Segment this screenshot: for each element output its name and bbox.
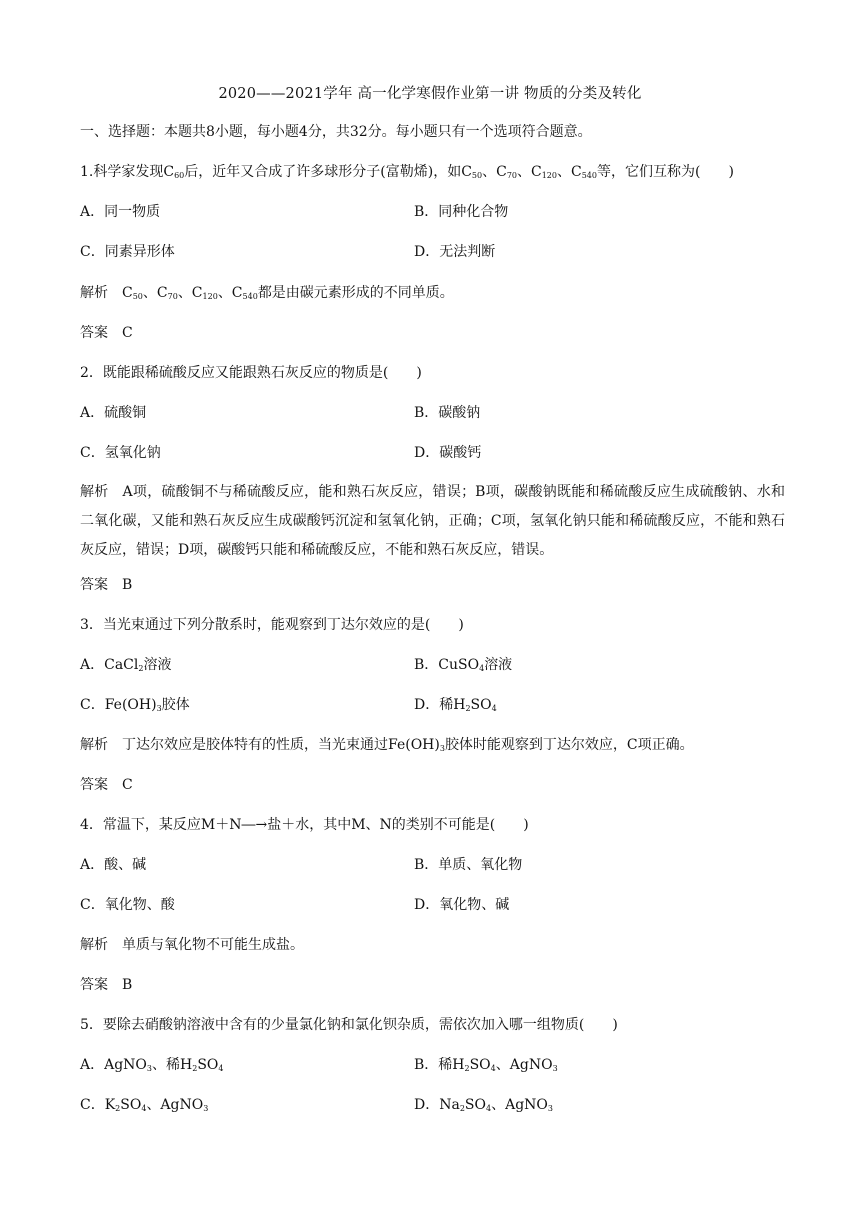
q1-analysis-row xyxy=(80,283,780,303)
q4-answer: B xyxy=(122,977,133,993)
q1-stem: 1.科学家发现$C_{60}$后，近年又合成了许多球形分子(富勒烯)，如$C_{50}$、$C_{70}$、$C_{120}$、$C_{540}$等，它们互称为( ) xyxy=(80,164,734,180)
analysis-label: 解析 xyxy=(80,484,109,500)
q2-analysis: A项，硫酸铜不与稀硫酸反应，能和熟石灰反应，错误；B项，碳酸钠既能和稀硫酸反应生成硫酸钠、水和二氧化碳，又能和熟石灰反应生成碳酸钙沉淀和氢氧化钠，正确；C项，氢氧化钠只能和稀硫酸反应，不能和熟石灰反应，错误；D项，碳酸钙只能和稀硫酸反应，不能和熟石灰反应，错误。 xyxy=(80,484,786,558)
q4-option-b: B．单质、氧化物 xyxy=(414,857,523,873)
q1-option-d: D．无法判断 xyxy=(414,244,496,260)
q2-answer: B xyxy=(122,577,133,593)
answer-label: 答案 xyxy=(80,325,108,341)
q2-option-c: C．氢氧化钠 xyxy=(80,445,161,461)
q5-option-d: D．$Na_2SO_4$、AgNO$_3$ xyxy=(414,1097,553,1113)
q4-stem: 4．常温下，某反应M＋N―→盐＋水，其中M、N的类别不可能是( ) xyxy=(80,817,529,833)
q4-option-a: A．酸、碱 xyxy=(80,857,147,873)
q3-option-a: A．CaCl$_2$溶液 xyxy=(80,657,172,673)
q2-option-d: D．碳酸钙 xyxy=(414,445,482,461)
q4-analysis: 单质与氧化物不可能生成盐。 xyxy=(122,937,304,953)
answer-label: 答案 xyxy=(80,977,108,993)
q3-answer: C xyxy=(122,777,133,793)
q5-option-a: A．AgNO$_3$、稀$H_2SO_4$ xyxy=(80,1057,224,1073)
answer-label: 答案 xyxy=(80,777,108,793)
q5-stem: 5．要除去硝酸钠溶液中含有的少量氯化钠和氯化钡杂质，需依次加入哪一组物质( ) xyxy=(80,1017,618,1033)
q2-stem: 2．既能跟稀硫酸反应又能跟熟石灰反应的物质是( ) xyxy=(80,365,422,381)
q5-option-b: B．稀$H_2SO_4$、AgNO$_3$ xyxy=(414,1057,558,1073)
page-title: 2020——2021学年 高一化学寒假作业第一讲 物质的分类及转化 xyxy=(218,86,642,102)
q1-option-a: A．同一物质 xyxy=(80,204,161,220)
q5-option-c: C．$K_2SO_4$、AgNO$_3$ xyxy=(80,1097,209,1113)
answer-label: 答案 xyxy=(80,577,108,593)
q4-analysis-row xyxy=(80,935,780,955)
q2-option-a: A．硫酸铜 xyxy=(80,405,147,421)
section-header: 一、选择题：本题共8小题，每小题4分，共32分。每小题只有一个选项符合题意。 xyxy=(80,124,592,140)
q2-option-b: B．碳酸钠 xyxy=(414,405,481,421)
q1-analysis: $C_{50}$、$C_{70}$、$C_{120}$、$C_{540}$都是由碳元素形成的不同单质。 xyxy=(122,285,454,301)
q2-answer-row xyxy=(80,575,780,595)
q3-analysis-row xyxy=(80,735,780,755)
q2-analysis-row xyxy=(80,478,785,565)
q3-analysis: 丁达尔效应是胶体特有的性质，当光束通过$Fe(OH)_3$胶体时能观察到丁达尔效应，C项正确。 xyxy=(122,737,694,753)
q1-answer-row xyxy=(80,323,780,343)
q4-option-d: D．氧化物、碱 xyxy=(414,897,510,913)
q3-stem: 3．当光束通过下列分散系时，能观察到丁达尔效应的是( ) xyxy=(80,617,464,633)
q1-answer: C xyxy=(122,325,133,341)
analysis-label: 解析 xyxy=(80,285,108,301)
q3-option-c: C．$Fe(OH)_3$胶体 xyxy=(80,697,190,713)
q1-option-b: B．同种化合物 xyxy=(414,204,509,220)
q4-option-c: C．氧化物、酸 xyxy=(80,897,175,913)
analysis-label: 解析 xyxy=(80,737,108,753)
q3-option-b: B．CuSO$_4$溶液 xyxy=(414,657,513,673)
analysis-label: 解析 xyxy=(80,937,108,953)
q3-option-d: D．稀$H_2SO_4$ xyxy=(414,697,497,713)
q4-answer-row xyxy=(80,975,780,995)
q3-answer-row xyxy=(80,775,780,795)
q1-option-c: C．同素异形体 xyxy=(80,244,175,260)
